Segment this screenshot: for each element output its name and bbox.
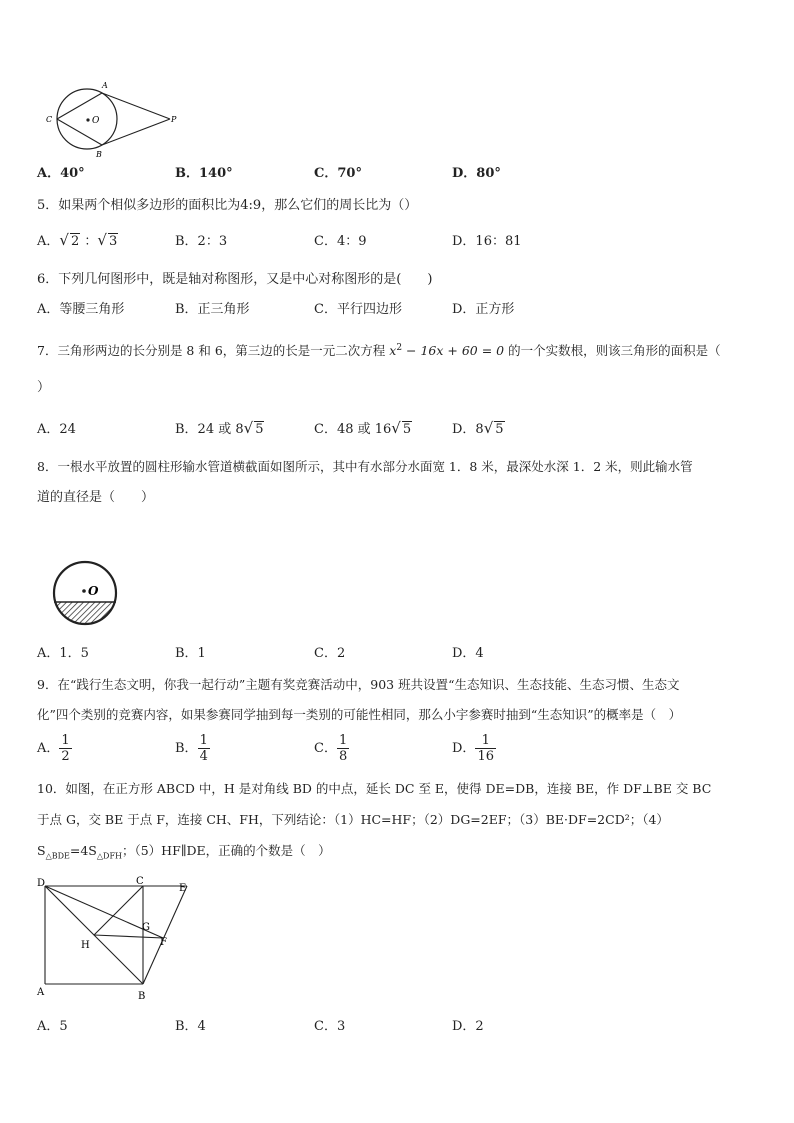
q10-stem-1: 10．如图，在正方形 ABCD 中，H 是对角线 BD 的中点，延长 DC 至 E，使得 DE=DB，连接 BE，作 DF⊥BE 交 BC	[37, 781, 712, 796]
q10-option-c: C．3	[314, 1019, 346, 1034]
q10-option-d: D．2	[452, 1019, 484, 1034]
q10-option-b: B．4	[175, 1019, 206, 1034]
q10-label-g: G	[142, 922, 150, 933]
q9-option-d-prefix: D．	[452, 741, 476, 756]
q5-stem: 5．如果两个相似多边形的面积比为4:9，那么它们的周长比为（）	[37, 198, 418, 213]
q4-label-o: O	[92, 116, 100, 126]
q9-option-c-num: 1	[338, 733, 348, 748]
q4-center-dot	[86, 118, 89, 121]
q4-tangent-pa	[102, 93, 170, 119]
q7-eq-x: x	[389, 343, 397, 359]
q4-label-a: A	[102, 81, 108, 90]
q10-stem-3-mid: =4S	[69, 843, 97, 858]
q5-option-c: C．4：9	[314, 234, 367, 249]
q6-option-a: A．等腰三角形	[37, 302, 125, 317]
q5-option-a-radicand-1: 2	[70, 234, 80, 249]
q4-option-c: C．70°	[314, 166, 362, 181]
q10-segment-hf	[94, 935, 163, 938]
q7-option-d-prefix: D．8	[452, 422, 484, 437]
q10-label-c: C	[136, 876, 144, 887]
q8-option-a: A．1．5	[37, 646, 89, 661]
sqrt-icon: √	[483, 419, 494, 437]
q7-option-d-radicand: 5	[495, 422, 504, 437]
q9-option-a-den: 2	[61, 749, 70, 764]
q10-label-b: B	[138, 991, 146, 1002]
q9-option-d	[452, 733, 496, 764]
q8-figure	[46, 560, 126, 626]
q9-option-c	[314, 733, 349, 764]
q8-stem-2: 道的直径是（ ）	[37, 490, 155, 505]
q9-option-c-fraction	[337, 733, 349, 764]
q7-stem-b: 的一个实数根，则该三角形的面积是（	[508, 343, 721, 359]
q10-figure	[34, 874, 204, 1006]
q9-option-c-prefix: C．	[314, 741, 337, 756]
q7-option-c	[314, 420, 412, 438]
q10-stem-3-s1: S	[37, 843, 46, 858]
q9-option-a-num: 1	[61, 733, 70, 748]
q4-label-p: P	[171, 115, 177, 124]
q10-stem-3-sub2: △DFH	[96, 851, 122, 861]
q10-label-d: D	[37, 878, 46, 889]
sqrt-icon: √	[59, 231, 69, 249]
q9-option-a-prefix: A．	[37, 741, 60, 756]
q4-option-b: B．140°	[175, 166, 233, 181]
q5-option-d: D．16：81	[452, 234, 522, 249]
q4-figure	[40, 78, 190, 158]
q10-label-f: F	[160, 937, 167, 948]
q10-option-a: A．5	[37, 1019, 68, 1034]
q6-stem: 6．下列几何图形中，既是轴对称图形，又是中心对称图形的是( )	[37, 272, 433, 287]
q10-label-a: A	[37, 987, 45, 998]
q4-option-d: D．80°	[452, 166, 501, 181]
q7-option-c-prefix: C．48 或 16	[314, 422, 392, 437]
q6-option-c: C．平行四边形	[314, 302, 402, 317]
q7-option-d	[452, 420, 505, 438]
q10-segment-be	[143, 886, 187, 984]
q9-stem-1: 9．在“践行生态文明，你我一起行动”主题有奖竞赛活动中，903 班共设置“生态知识、生态技能、生态习惯、生态文	[37, 677, 680, 692]
q4-label-c: C	[46, 115, 53, 124]
q5-option-b: B．2：3	[175, 234, 228, 249]
q9-option-a	[37, 733, 72, 764]
q8-center-dot	[82, 589, 86, 593]
q8-label-o: O	[88, 584, 99, 598]
sqrt-icon: √	[97, 231, 107, 249]
q5-option-a-sep: ：	[84, 234, 98, 249]
q9-option-b-prefix: B．	[175, 741, 198, 756]
q10-label-e: E	[179, 883, 187, 894]
q4-tangent-pb	[102, 119, 170, 145]
q9-option-d-fraction	[475, 733, 496, 764]
q10-stem-3-sub1: △BDE	[45, 851, 70, 861]
q7-option-b-prefix: B．24 或 8	[175, 422, 244, 437]
q5-option-a-prefix: A．	[37, 234, 60, 249]
q7-eq-rest: − 16x + 60 = 0	[402, 343, 505, 359]
q9-option-b	[175, 733, 210, 764]
q4-label-b: B	[96, 150, 102, 158]
q4-option-a: A．40°	[37, 166, 85, 181]
q8-stem-1: 8．一根水平放置的圆柱形输水管道横截面如图所示，其中有水部分水面宽 1．8 米，最深处水深 1．2 米，则此输水管	[37, 459, 693, 474]
q7-stem-a: 7．三角形两边的长分别是 8 和 6，第三边的长是一元二次方程	[37, 343, 386, 359]
sqrt-icon: √	[243, 419, 254, 437]
q7-option-b	[175, 420, 264, 438]
sqrt-icon: √	[391, 419, 401, 437]
q8-option-b: B．1	[175, 646, 206, 661]
q5-option-a-radicand-2: 3	[108, 234, 118, 249]
q9-option-b-fraction	[198, 733, 210, 764]
q9-stem-2: 化”四个类别的竞赛内容，如果参赛同学抽到每一类别的可能性相同，那么小宇参赛时抽到“生态知识”的概率是（ ）	[37, 707, 682, 722]
q9-option-a-fraction	[59, 733, 71, 764]
q8-option-c: C．2	[314, 646, 346, 661]
q10-stem-2: 于点 G，交 BE 于点 F，连接 CH、FH，下列结论：（1）HC=HF；（2）DG=2EF；（3）BE·DF=2CD²；（4）	[37, 812, 669, 827]
q7-stem	[37, 340, 721, 359]
q6-option-b: B．正三角形	[175, 302, 250, 317]
q7-option-b-radicand: 5	[255, 422, 264, 437]
q10-label-h: H	[81, 940, 90, 951]
q7-eq-pow: 2	[396, 343, 403, 353]
q10-stem-3-end: ；（5）HF∥DE，正确的个数是（ ）	[121, 843, 331, 858]
q7-option-c-radicand: 5	[402, 422, 412, 437]
q9-option-b-den: 4	[199, 749, 208, 764]
q7-stem-close: ）	[37, 380, 51, 395]
q9-option-b-num: 1	[199, 733, 208, 748]
q6-option-d: D．正方形	[452, 302, 515, 317]
q9-option-d-num: 1	[475, 733, 496, 749]
q7-option-a: A．24	[37, 422, 76, 437]
q10-stem-3	[37, 843, 331, 865]
q9-option-c-den: 8	[338, 749, 348, 764]
q5-option-a	[37, 232, 118, 250]
q8-option-d: D．4	[452, 646, 484, 661]
q9-option-d-den: 16	[477, 749, 494, 764]
